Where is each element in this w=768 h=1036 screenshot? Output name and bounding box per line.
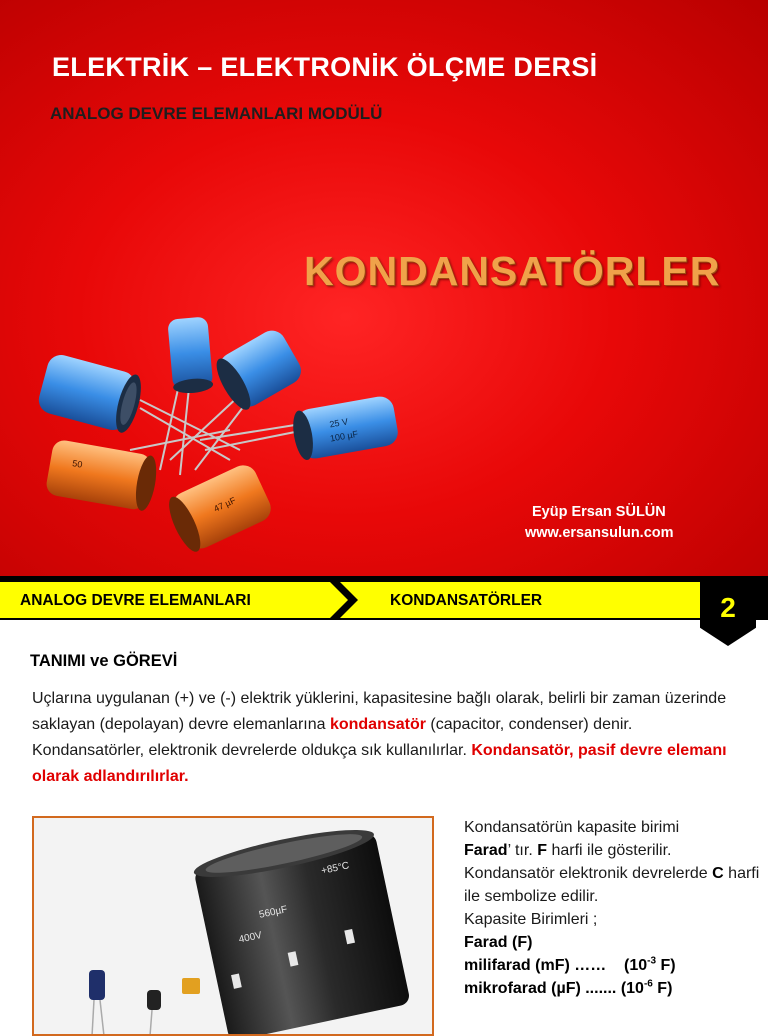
svg-text:400V: 400V [237,929,263,946]
paragraph-text-1: Uçlarına uygulanan (+) ve (-) elektrik yüklerini, kapasitesine bağlı olarak, belirli bir zaman üzerinde saklayan (depolayan) devre elemanlarına [32,690,727,733]
paragraph-highlight-2: Kondansatör, pasif devre elemanı olarak adlandırılırlar. [32,742,727,785]
svg-text:25 V: 25 V [328,416,349,430]
svg-text:100 µF: 100 µF [329,428,359,444]
svg-text:50: 50 [71,458,84,470]
author-website: www.ersansulun.com [525,525,674,541]
capacitor-photo-illustration [34,818,434,1036]
svg-text:+85°C: +85°C [320,860,351,877]
units-line-1: Kondansatörün kapasite birimi [464,819,680,836]
topic-title: KONDANSATÖRLER [304,248,721,294]
section-title: TANIMI ve GÖREVİ [30,652,178,670]
unit-item-farad: Farad (F) [464,934,533,951]
capacitors-illustration [30,300,410,560]
f-letter: F [537,842,547,859]
module-subtitle: ANALOG DEVRE ELEMANLARI MODÜLÜ [50,104,383,123]
content-slide [0,576,768,1024]
paragraph-highlight-1: kondansatör [329,716,426,733]
svg-text:47 µF: 47 µF [212,495,238,514]
page-number: 2 [720,592,736,623]
unit-item-mikrofarad: mikrofarad (µF) ....... ($10^{-6}$ F) [464,978,673,997]
blue-capacitor-top [167,316,213,394]
orange-capacitor-left [45,439,160,513]
units-line-2: Farad’ tır. F harfi ile gösterilir. [464,842,672,859]
paragraph-text-2: (capacitor, condenser) denir. Kondansatörler, elektronik devrelerde oldukça sık kullanılırlar. [32,716,633,759]
c-letter: C [712,865,724,882]
breadcrumb-topic-label: KONDANSATÖRLER [390,592,543,609]
capacitor-photo [32,816,434,1036]
capacitance-units-text [464,816,764,1000]
blue-capacitor-left [36,352,146,435]
author-name: Eyüp Ersan SÜLÜN [532,504,666,520]
unit-item-milifarad: milifarad (mF) …… ($10^{-3}$ F) [464,955,676,974]
blue-capacitor-right [290,394,400,461]
definition-paragraph [32,686,742,790]
farad-word: Farad [464,842,508,859]
breadcrumb-module-label: ANALOG DEVRE ELEMANLARI [20,592,251,609]
units-line-3: Kondansatör elektronik devrelerde C harfi ile sembolize edilir. [464,865,760,905]
svg-text:560µF: 560µF [258,904,289,921]
course-title: ELEKTRİK – ELEKTRONİK ÖLÇME DERSİ [52,52,598,82]
blue-capacitor-middle [210,326,306,415]
units-list-title: Kapasite Birimleri ; [464,911,598,928]
